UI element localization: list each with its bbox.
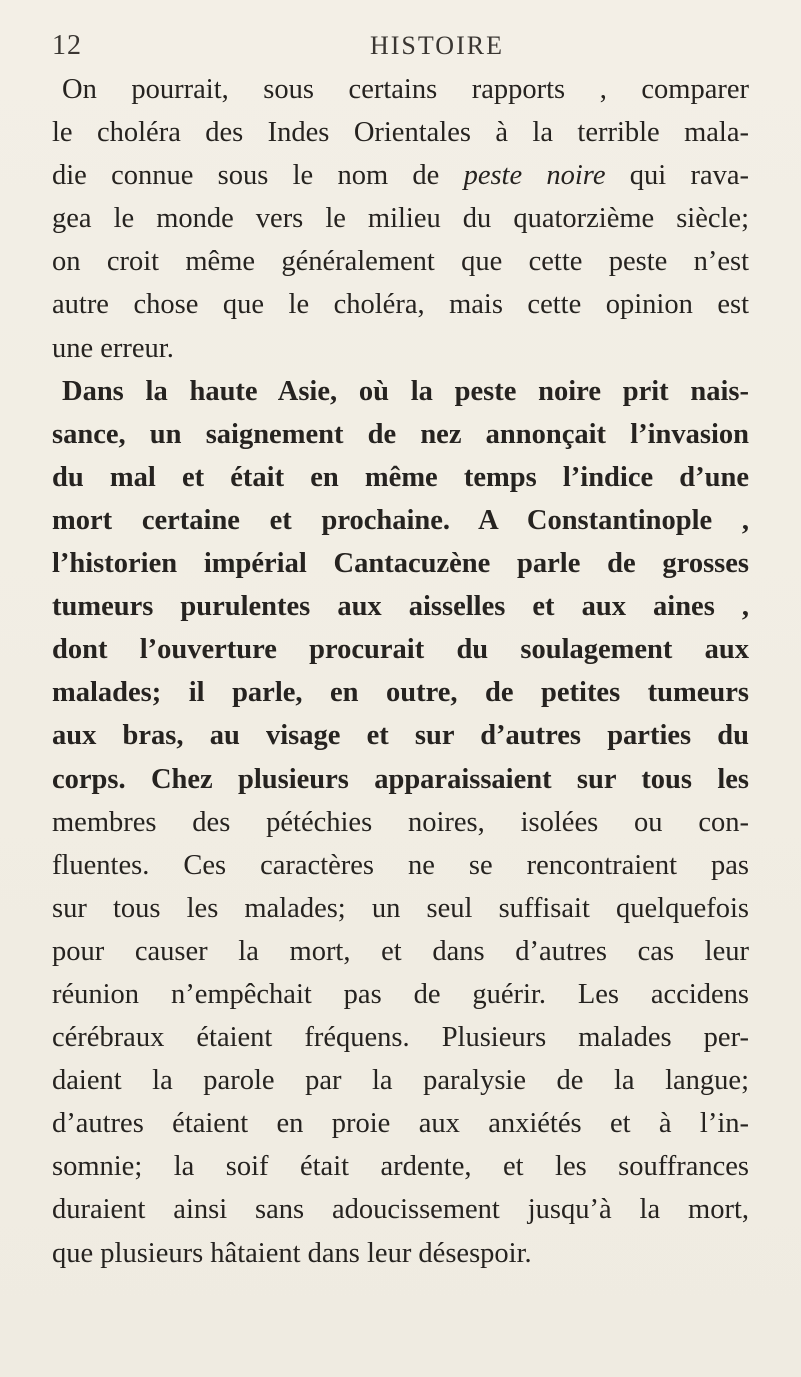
text-line-with-italic [52, 154, 749, 197]
text-line: l’historien impérial Cantacuzène parle de grosses [52, 548, 749, 580]
text-line: fluentes. Ces caractères ne se rencontraient pas [52, 849, 749, 881]
text-line: corps. Chez plusieurs apparaissaient sur tous les [52, 763, 749, 795]
text-line: autre chose que le choléra, mais cette opinion est [52, 289, 749, 321]
text-line: somnie; la soif était ardente, et les souffrances [52, 1151, 749, 1183]
text-line: aux bras, au visage et sur d’autres parties du [52, 720, 749, 752]
page-number: 12 [52, 30, 82, 61]
text-segment: qui rava- [605, 160, 749, 192]
text-line: duraient ainsi sans adoucissement jusqu’à la mort, [52, 1194, 749, 1226]
body-text [52, 68, 749, 1275]
text-line: une erreur. [52, 332, 174, 364]
text-line: malades; il parle, en outre, de petites tumeurs [52, 677, 749, 709]
text-line: daient la parole par la paralysie de la langue; [52, 1065, 749, 1097]
running-title: HISTOIRE [370, 31, 504, 60]
text-line: On pourrait, sous certains rapports , comparer [62, 74, 749, 105]
text-line: cérébraux étaient fréquens. Plusieurs malades per- [52, 1022, 749, 1054]
text-line: membres des pétéchies noires, isolées ou con- [52, 806, 749, 838]
text-line: pour causer la mort, et dans d’autres cas leur [52, 935, 749, 967]
text-line: dont l’ouverture procurait du soulagement aux [52, 634, 749, 666]
italic-term: peste noire [463, 160, 606, 192]
text-line: gea le monde vers le milieu du quatorzième siècle; [52, 203, 749, 235]
text-line: Dans la haute Asie, où la peste noire prit nais- [62, 375, 749, 407]
text-line: d’autres étaient en proie aux anxiétés et à l’in- [52, 1108, 749, 1140]
text-line: sance, un saignement de nez annonçait l’invasion [52, 418, 749, 450]
text-line: mort certaine et prochaine. A Constantinople , [52, 504, 749, 536]
text-line: sur tous les malades; un seul suffisait quelquefois [52, 892, 749, 924]
text-segment: die connue sous le nom de [52, 160, 464, 192]
text-line: réunion n’empêchait pas de guérir. Les accidens [52, 978, 749, 1010]
text-line: tumeurs purulentes aux aisselles et aux aines , [52, 591, 749, 623]
page-header [52, 26, 749, 66]
text-line: que plusieurs hâtaient dans leur désespoir. [52, 1237, 532, 1269]
text-line: du mal et était en même temps l’indice d’une [52, 461, 749, 493]
text-line: le choléra des Indes Orientales à la terrible mala- [52, 117, 749, 149]
text-line: on croit même généralement que cette peste n’est [52, 246, 749, 278]
